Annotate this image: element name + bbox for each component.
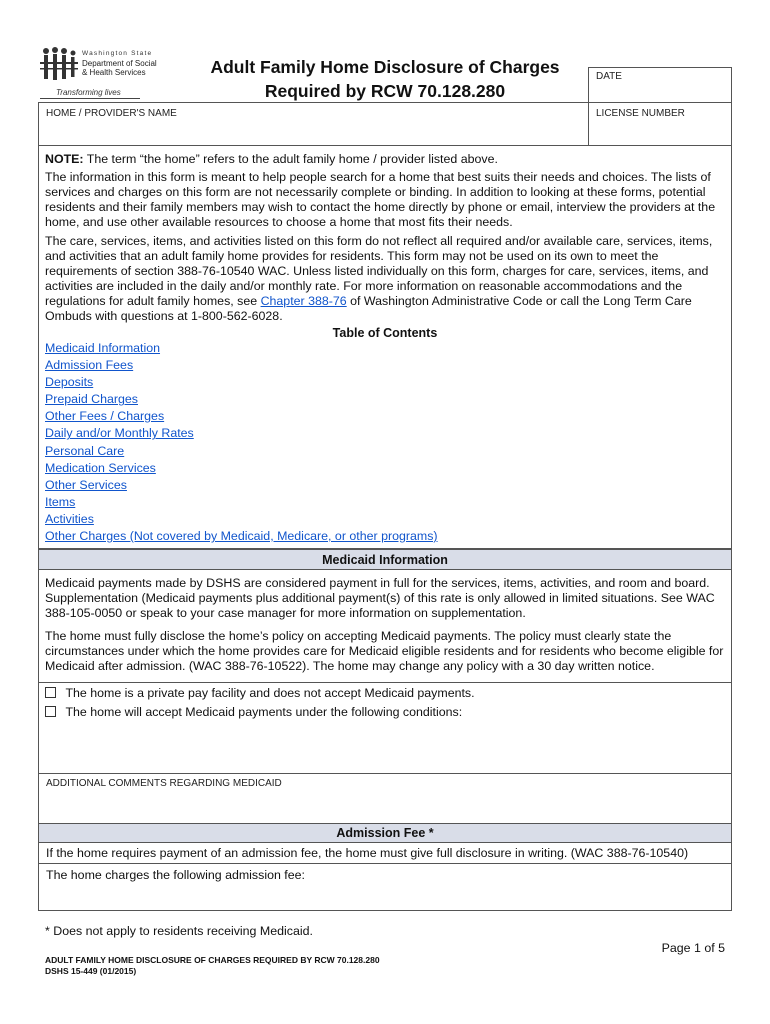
provider-name-label: HOME / PROVIDER'S NAME — [46, 108, 177, 119]
medicaid-section-heading: Medicaid Information — [38, 549, 732, 570]
footnote: * Does not apply to residents receiving Medicaid. — [45, 924, 313, 938]
footer-form-info — [45, 955, 380, 977]
intro-paragraph-2-text-end: of Washington Administrative Code or call the Long Term Care Ombuds with questions at 1-800-562-6028. — [45, 294, 692, 323]
admission-fee-paragraph-1: If the home requires payment of an admission fee, the home must give full disclosure in writing. (WAC 388-76-10540) — [46, 846, 689, 860]
license-number-field[interactable] — [588, 102, 732, 146]
toc-link-medication-services[interactable]: Medication Services — [45, 460, 156, 475]
medicaid-option-accept[interactable] — [45, 705, 462, 720]
note-text: The term “the home” refers to the adult family home / provider listed above. — [86, 152, 498, 166]
medicaid-paragraph-2: The home must fully disclose the home’s policy on accepting Medicaid payments. The policy must clearly state the circumstances under which the home provides care for Medicaid eligible residents and for residents who become eligible for Medicaid after admission. (WAC 388-76-10522). The home may change any policy with a 30 day written notice. — [45, 629, 724, 673]
dshs-logo-icon — [38, 46, 82, 88]
license-number-label: LICENSE NUMBER — [596, 108, 685, 119]
admission-fee-paragraph-2: The home charges the following admission fee: — [46, 868, 305, 882]
medicaid-paragraph-1: Medicaid payments made by DSHS are considered payment in full for the services, items, activities, and room and board. Supplementation (Medicaid payments plus additional payment(s) of this rate is only allowed in limited situations. See WAC 388-105-0050 or speak to your case manager for more information on supplementation. — [45, 576, 715, 620]
logo-state-text: Washington State — [82, 50, 153, 57]
toc-link-activities[interactable]: Activities — [45, 511, 94, 526]
logo-department-line2: & Health Services — [82, 68, 146, 77]
toc-link-admission-fees[interactable]: Admission Fees — [45, 358, 134, 373]
footer-form-title: ADULT FAMILY HOME DISCLOSURE OF CHARGES REQUIRED BY RCW 70.128.280 — [45, 955, 380, 965]
footer-form-number: DSHS 15-449 (01/2015) — [45, 966, 137, 976]
toc-link-daily-monthly-rates[interactable]: Daily and/or Monthly Rates — [45, 426, 194, 441]
intro-paragraph-2-text: The care, services, items, and activities listed on this form do not reflect all required and/or available care, services, items, and activities that an adult family home provides for residents. This form may not be used on its own to meet the requirements of section 388-76-10540 WAC. Unless listed individually on this form, charges for care, services, items, and activities are included in the daily and/or monthly rate. For more information on reasonable accommodations and the regulations for adult family homes, see — [45, 234, 713, 308]
date-field[interactable] — [588, 67, 732, 103]
toc-heading: Table of Contents — [332, 326, 438, 340]
form-title — [180, 55, 590, 103]
logo-tagline: Transforming lives — [56, 88, 121, 97]
provider-name-field[interactable] — [38, 102, 589, 146]
medicaid-comments-field[interactable] — [38, 773, 732, 824]
medicaid-comments-label: ADDITIONAL COMMENTS REGARDING MEDICAID — [46, 778, 282, 789]
page-number: Page 1 of 5 — [661, 941, 725, 955]
accept-medicaid-label: The home will accept Medicaid payments under the following conditions: — [65, 705, 463, 719]
logo-department-text — [82, 59, 157, 77]
toc-link-medicaid[interactable]: Medicaid Information — [45, 341, 161, 355]
toc-link-other-services[interactable]: Other Services — [45, 477, 127, 492]
logo-divider — [40, 98, 140, 99]
form-title-line1: Adult Family Home Disclosure of Charges — [210, 57, 560, 77]
admission-fee-field[interactable] — [38, 863, 732, 911]
toc-list — [45, 340, 438, 545]
toc-link-personal-care[interactable]: Personal Care — [45, 443, 125, 458]
logo-department-line1: Department of Social — [82, 59, 157, 68]
chapter-388-76-link[interactable]: Chapter 388-76 — [260, 294, 347, 308]
note-label: NOTE: — [45, 152, 84, 166]
private-pay-checkbox[interactable] — [45, 687, 56, 698]
toc-link-items[interactable]: Items — [45, 494, 76, 509]
private-pay-label: The home is a private pay facility and does not accept Medicaid payments. — [65, 686, 475, 700]
admission-fee-info-box — [38, 842, 732, 864]
accept-medicaid-checkbox[interactable] — [45, 706, 56, 717]
toc-link-other-charges[interactable]: Other Charges (Not covered by Medicaid, Medicare, or other programs) — [45, 529, 438, 544]
intro-paragraph-1: The information in this form is meant to help people search for a home that best suits their needs and choices. The lists of services and charges on this form are not necessarily complete or binding. In addition to looking at these forms, potential residents and their family members may wish to contact the home directly by phone or email, interview the providers at the home, and use other available resources to choose a home that most fits their needs. — [45, 170, 716, 229]
toc-link-deposits[interactable]: Deposits — [45, 375, 94, 390]
date-label: DATE — [596, 71, 622, 82]
admission-fee-heading: Admission Fee * — [38, 823, 732, 843]
medicaid-option-private-pay[interactable] — [45, 686, 475, 701]
intro-paragraph-2 — [45, 234, 727, 324]
form-title-line2: Required by RCW 70.128.280 — [264, 81, 506, 101]
toc-link-other-fees[interactable]: Other Fees / Charges — [45, 409, 165, 424]
note — [45, 152, 725, 167]
toc-link-prepaid-charges[interactable]: Prepaid Charges — [45, 392, 138, 407]
